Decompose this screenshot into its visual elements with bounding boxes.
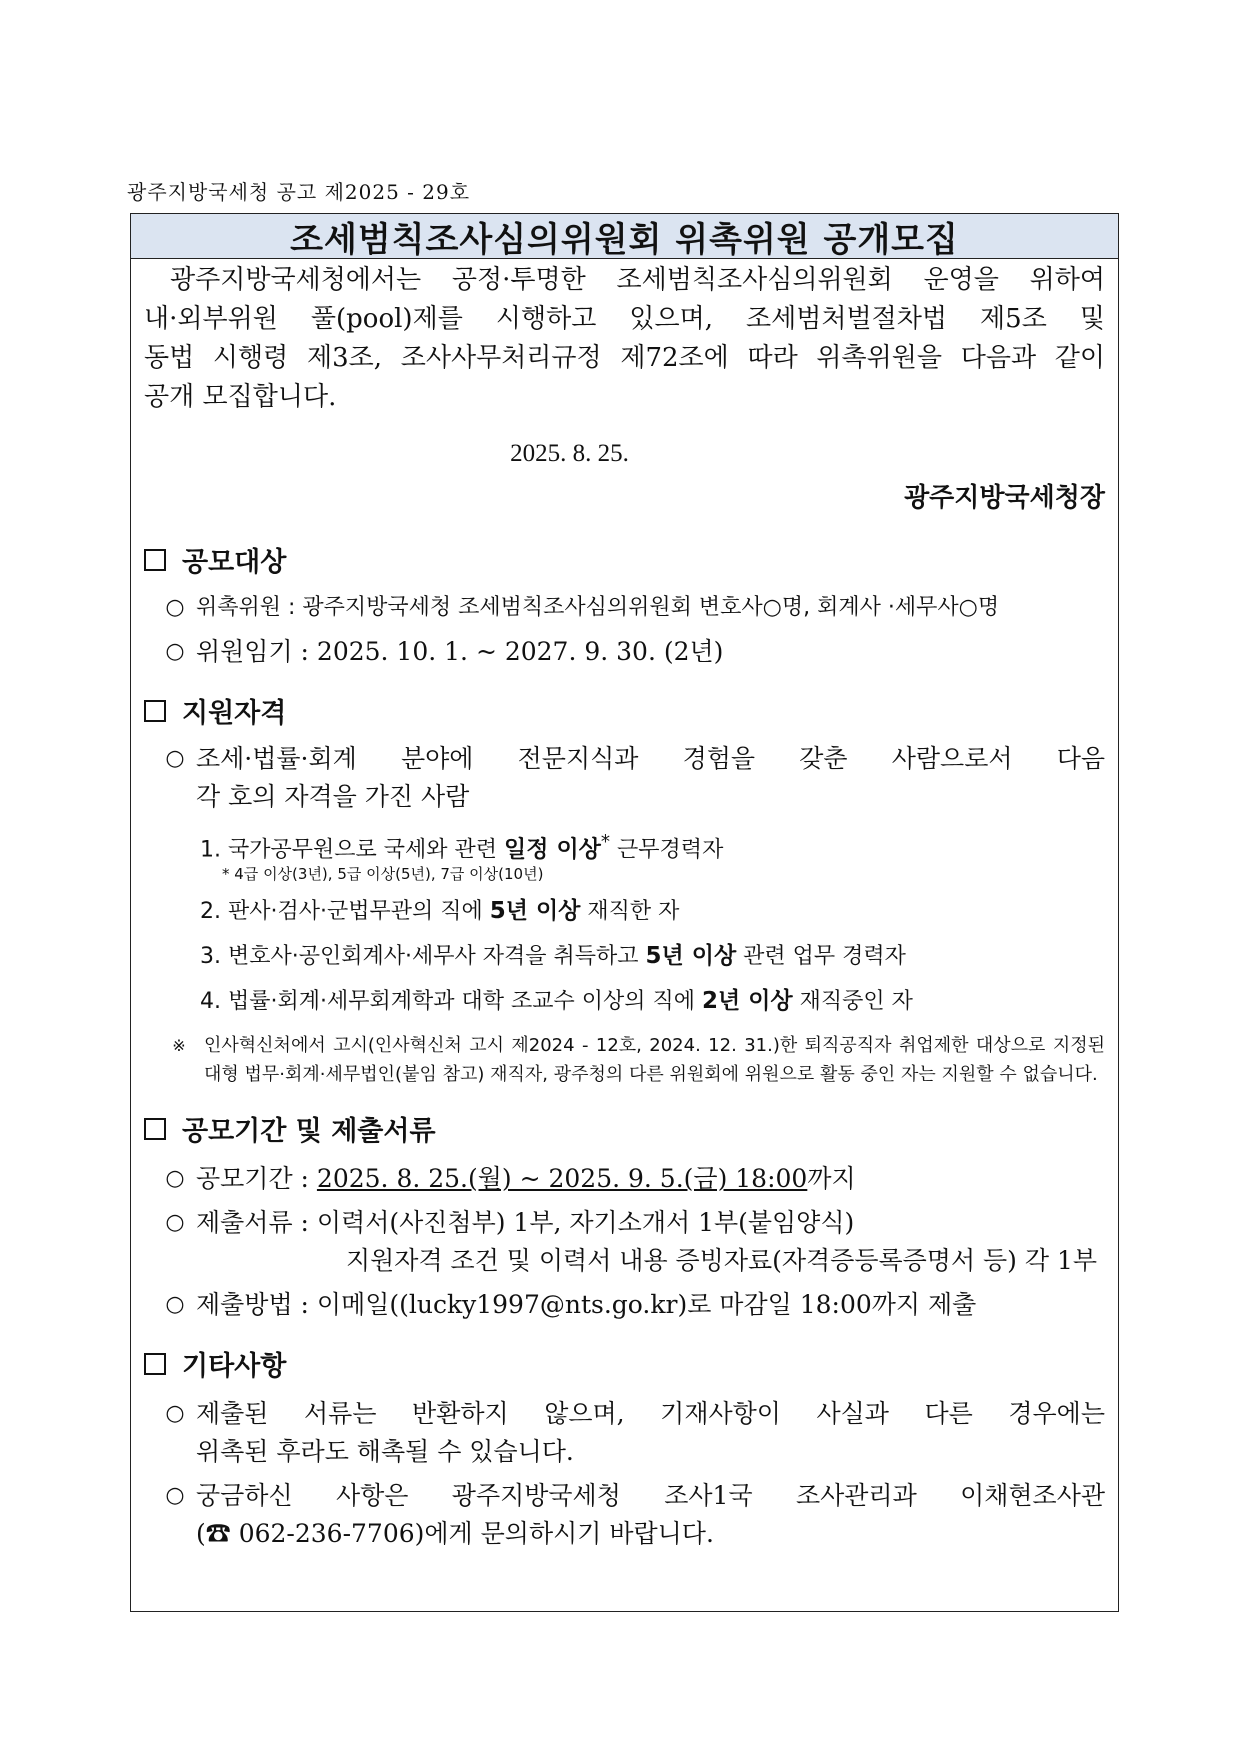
section-heading-target xyxy=(144,540,1105,579)
item-line: 각 호의 자격을 가진 사람 xyxy=(196,782,470,811)
documents-value: 이력서(사진첨부) 1부, 자기소개서 1부(붙임양식) xyxy=(316,1208,855,1238)
checkbox-square-icon xyxy=(144,549,166,571)
period-value: 2025. 8. 25.(월) ~ 2025. 9. 5.(금) 18:00 xyxy=(316,1164,808,1194)
section-title: 공모대상 xyxy=(182,547,287,578)
checkbox-square-icon xyxy=(144,700,166,722)
intro-line: 동법 시행령 제3조, 조사사무처리규정 제72조에 따라 위촉위원을 다음과 같이 xyxy=(144,343,1105,373)
list-item xyxy=(144,1204,1105,1280)
text: 4. 법률·회계·세무회계학과 대학 조교수 이상의 직에 xyxy=(200,989,702,1015)
text: 1. 국가공무원으로 국세와 관련 xyxy=(200,837,504,863)
text: 관련 업무 경력자 xyxy=(736,944,906,970)
documents-value-2: 지원자격 조건 및 이력서 내용 증빙자료(자격증등록증명서 등) 각 1부 xyxy=(346,1246,1098,1276)
note-text: 인사혁신처에서 고시(인사혁신처 고시 제2024 - 12호, 2024. 12. 31.)한 퇴직공직자 취업제한 대상으로 지정된 대형 법무·회계·세무법인(붙임 참고) 재직자, 광주청의 다른 위원회에 위원으로 활동 중인 자는 지원할 수 없습니다. xyxy=(204,1035,1105,1086)
label: 제출방법 : xyxy=(196,1290,317,1320)
issuer-signature: 광주지방국세청장 xyxy=(904,483,1105,513)
list-item xyxy=(144,1286,1105,1324)
item-text xyxy=(196,1477,1105,1553)
circle-bullet-icon: ○ xyxy=(165,595,185,620)
footnote-mark: * xyxy=(600,832,611,853)
section-heading-etc xyxy=(144,1344,1105,1383)
notice-date: 2025. 8. 25. xyxy=(510,440,629,467)
item-text xyxy=(196,1395,1105,1471)
circle-bullet-icon: ○ xyxy=(165,639,185,664)
reference-mark: ※ xyxy=(172,1036,186,1056)
qualification-4 xyxy=(144,982,1105,1021)
text: 2. 판사·검사·군법무관의 직에 xyxy=(200,899,490,925)
item-text: 위원임기 : 2025. 10. 1. ~ 2027. 9. 30. (2년) xyxy=(196,637,724,666)
checkbox-square-icon xyxy=(144,1353,166,1375)
circle-bullet-icon: ○ xyxy=(165,1166,185,1192)
section-title: 기타사항 xyxy=(182,1351,287,1383)
item-text: 위촉위원 : 광주지방국세청 조세범칙조사심의위원회 변호사○명, 회계사 ·세무사○명 xyxy=(196,595,1000,620)
section-heading-qualification xyxy=(144,691,1105,730)
label: 제출서류 : xyxy=(196,1208,317,1238)
notice-box xyxy=(130,213,1119,1612)
circle-bullet-icon: ○ xyxy=(165,746,185,771)
qualification-1-note: * 4급 이상(3년), 5급 이상(5년), 7급 이상(10년) xyxy=(222,865,544,884)
item-text xyxy=(196,1160,1105,1198)
label: 공모기간 : xyxy=(196,1164,317,1194)
section-heading-period xyxy=(144,1109,1105,1148)
notice-title: 조세범칙조사심의위원회 위촉위원 공개모집 xyxy=(131,214,1118,259)
list-item xyxy=(144,1395,1105,1471)
circle-bullet-icon: ○ xyxy=(165,1483,185,1509)
restriction-note xyxy=(144,1031,1105,1089)
item-text xyxy=(196,1286,1105,1324)
qualification-2 xyxy=(144,892,1105,931)
submission-method: 이메일((lucky1997@nts.go.kr)로 마감일 18:00까지 제출 xyxy=(316,1290,977,1320)
notice-content xyxy=(131,261,1118,1553)
text: 재직중인 자 xyxy=(792,989,913,1015)
item-line: 제출된 서류는 반환하지 않으며, 기재사항이 사실과 다른 경우에는 xyxy=(196,1399,1105,1429)
section-title: 공모기간 및 제출서류 xyxy=(182,1116,436,1148)
text: 재직한 자 xyxy=(580,899,680,925)
circle-bullet-icon: ○ xyxy=(165,1292,185,1318)
text: 까지 xyxy=(807,1164,856,1194)
bold-text: 5년 이상 xyxy=(489,898,581,925)
bold-text: 5년 이상 xyxy=(645,943,737,970)
text: 3. 변호사·공인회계사·세무사 자격을 취득하고 xyxy=(200,944,646,970)
item-line: 위촉된 후라도 해촉될 수 있습니다. xyxy=(196,1437,574,1467)
notice-number: 광주지방국세청 공고 제2025 - 29호 xyxy=(127,180,471,204)
bold-text: 2년 이상 xyxy=(701,988,793,1015)
circle-bullet-icon: ○ xyxy=(165,1210,185,1236)
list-item xyxy=(144,1160,1105,1198)
circle-bullet-icon: ○ xyxy=(165,1401,185,1427)
list-item xyxy=(144,1477,1105,1553)
text: 근무경력자 xyxy=(610,837,724,863)
item-text xyxy=(196,1204,1105,1280)
intro-line: 내·외부위원 풀(pool)제를 시행하고 있으며, 조세범처벌절차법 제5조 및 xyxy=(144,304,1105,334)
section-title: 지원자격 xyxy=(182,698,287,729)
intro-paragraph xyxy=(144,261,1105,417)
intro-line: 광주지방국세청에서는 공정·투명한 조세범칙조사심의위원회 운영을 위하여 xyxy=(170,265,1105,295)
list-item xyxy=(144,633,1105,671)
qualification-3 xyxy=(144,937,1105,976)
item-line: (☎ 062-236-7706)에게 문의하시기 바랍니다. xyxy=(196,1519,714,1549)
item-line: 궁금하신 사항은 광주지방국세청 조사1국 조사관리과 이채현조사관 xyxy=(196,1481,1105,1511)
list-item xyxy=(144,589,1105,627)
list-item xyxy=(144,740,1105,816)
item-line: 조세·법률·회계 분야에 전문지식과 경험을 갖춘 사람으로서 다음 xyxy=(196,744,1105,773)
item-text xyxy=(196,740,1105,816)
intro-line: 공개 모집합니다. xyxy=(144,382,337,412)
bold-text: 일정 이상 xyxy=(504,836,601,863)
checkbox-square-icon xyxy=(144,1118,166,1140)
